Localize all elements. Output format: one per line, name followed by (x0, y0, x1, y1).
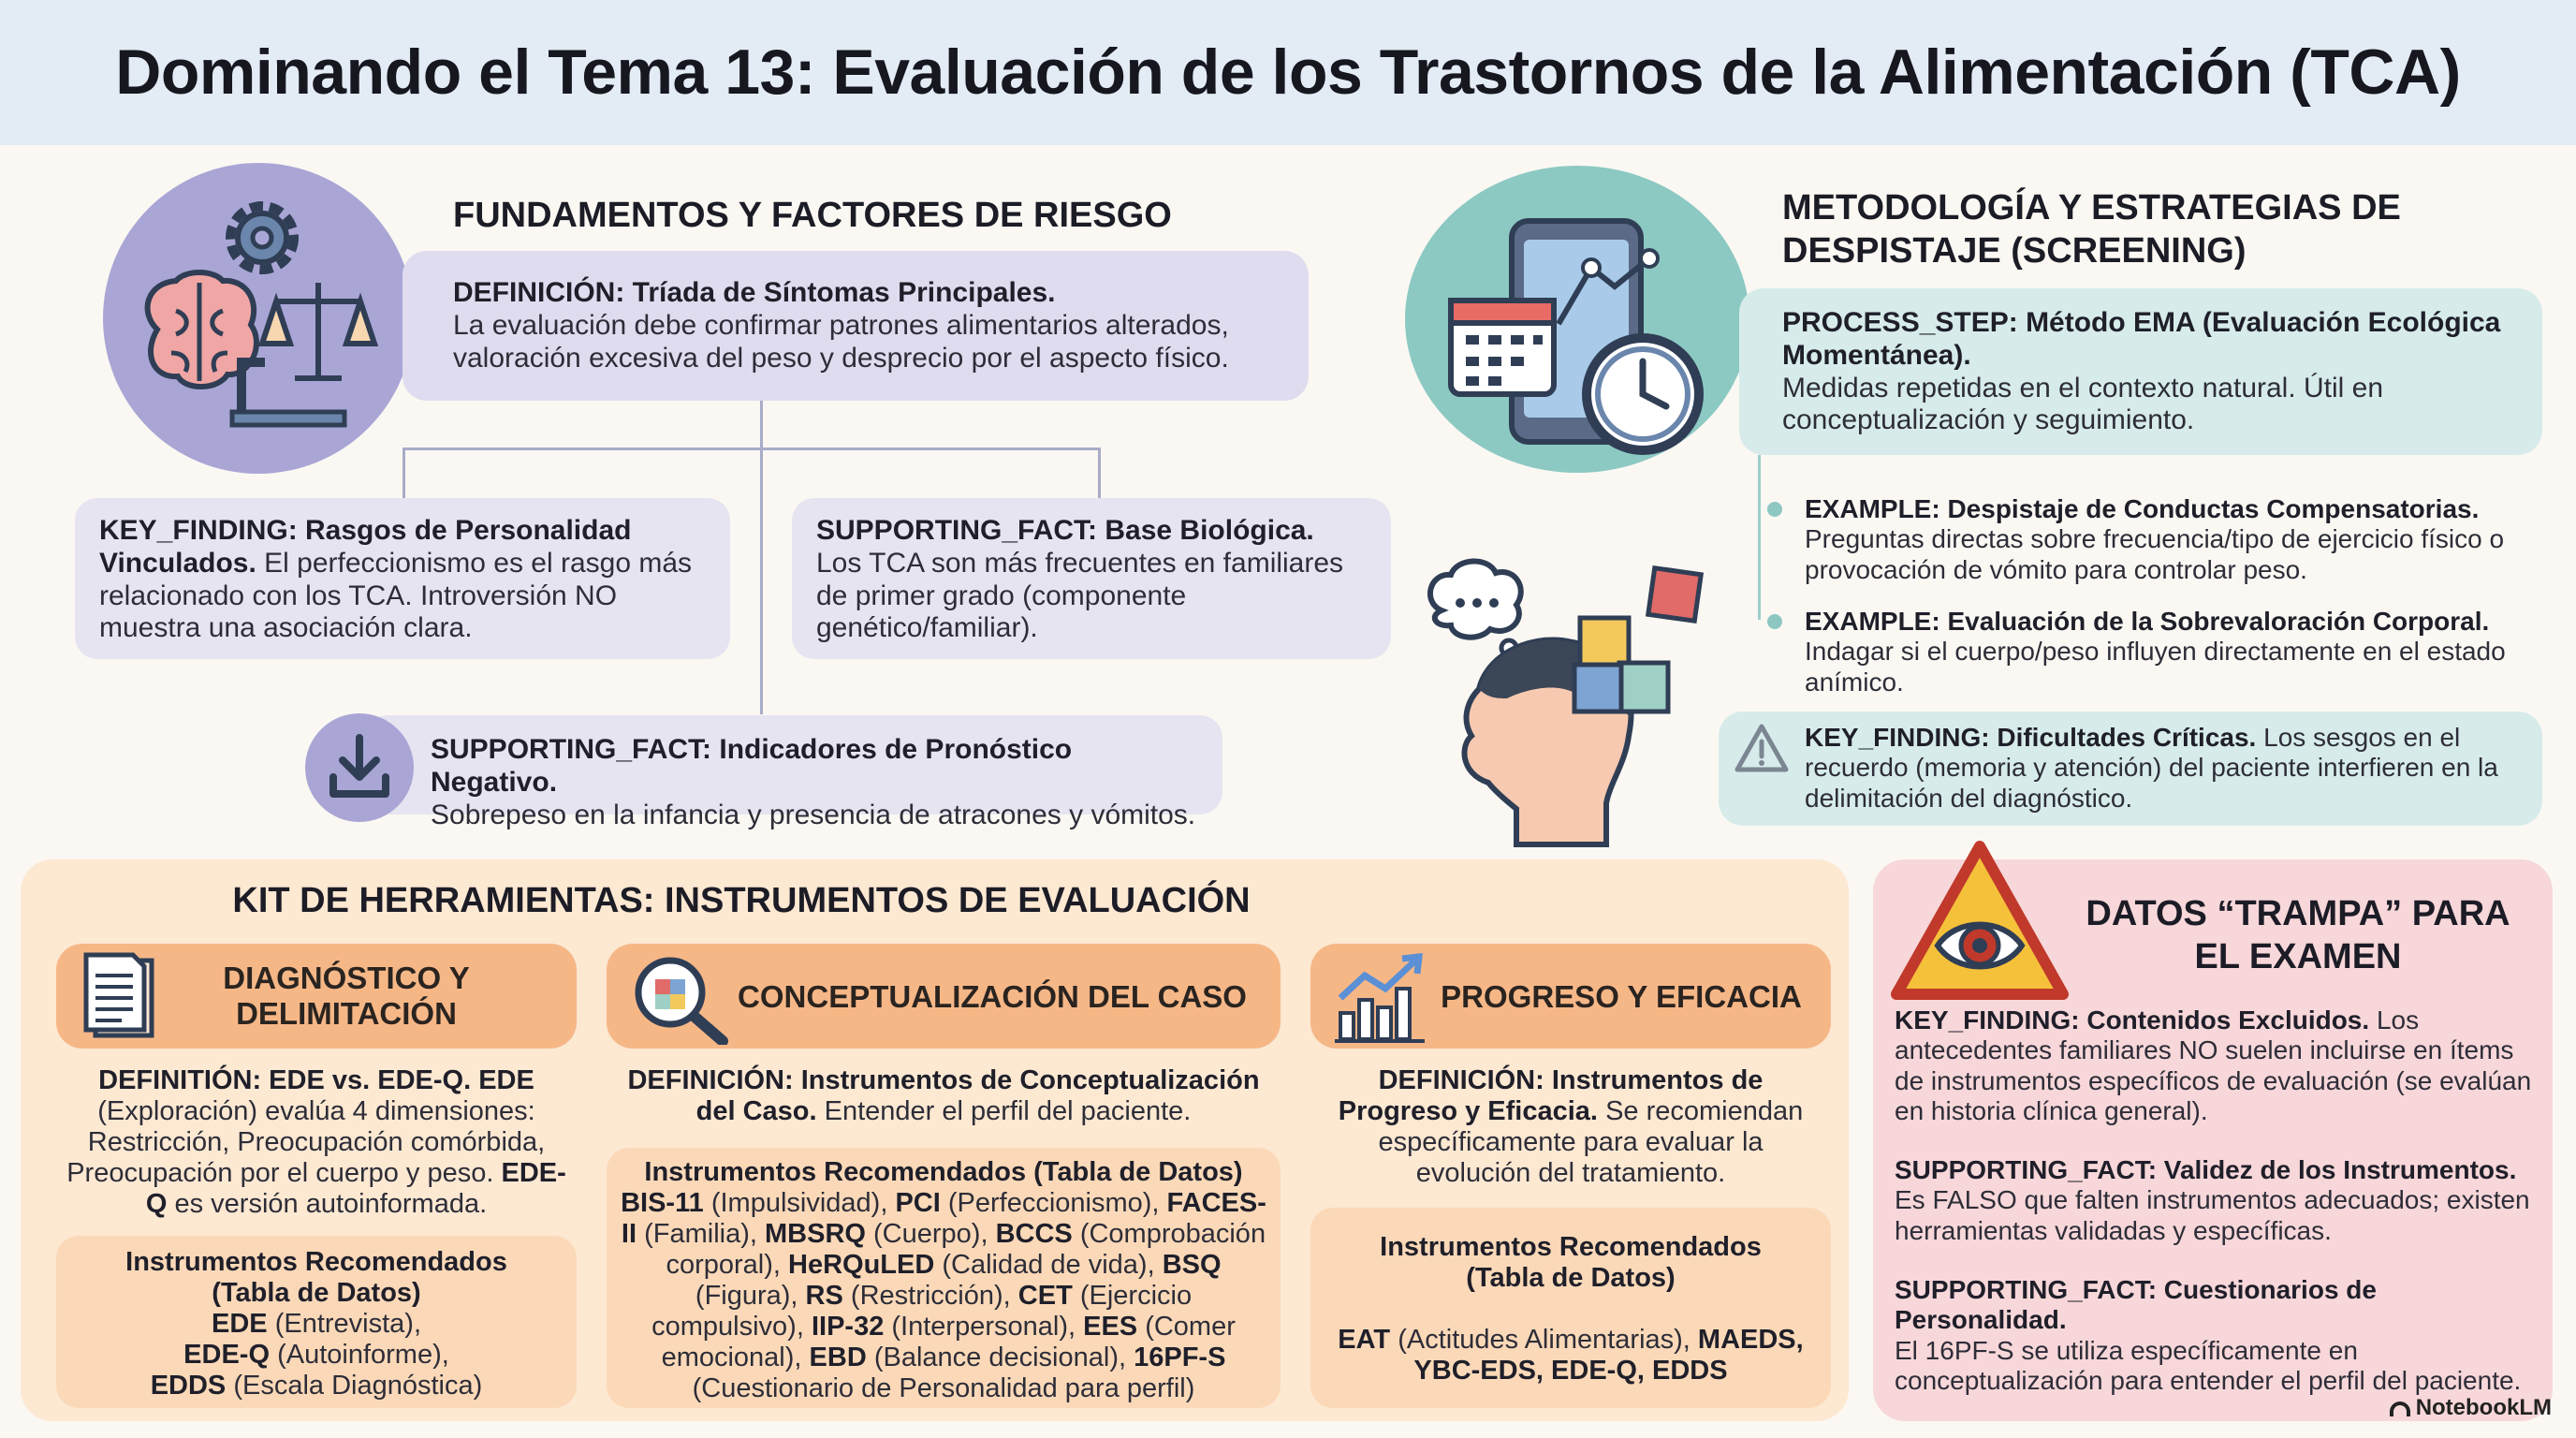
col3-title: PROGRESO Y EFICACIA (1441, 979, 1802, 1014)
kit-heading: KIT DE HERRAMIENTAS: INSTRUMENTOS DE EVALUACIÓN (232, 881, 1251, 920)
phone-calendar-clock-icon (1404, 165, 1750, 474)
example2-label: EXAMPLE: Evaluación de la Sobrevaloración Corporal. (1805, 607, 2490, 636)
ema-box (1739, 288, 2542, 455)
notebooklm-brand: NotebookLM (2390, 1395, 2552, 1421)
head-puzzle-icon (1423, 558, 1707, 848)
personalidad-box (75, 498, 730, 659)
col1-definition: DEFINITIÓN: EDE vs. EDE-Q. EDE (Exploración) evalúa 4 dimensiones: Restricción, Preocupación comórbida, Preocupación por el cuerpo y peso. EDE-Q es versión autoinformada. (66, 1065, 566, 1220)
connector-right-drop (1098, 448, 1101, 498)
biologica-label: SUPPORTING_FACT: Base Biológica. (816, 515, 1314, 546)
pronostico-box (365, 715, 1222, 830)
pronostico-text: Sobrepeso en la infancia y presencia de atracones y vómitos. (431, 799, 1196, 830)
example2-bullet (1767, 614, 1782, 629)
example1-text: Preguntas directas sobre frecuencia/tipo de ejercicio físico o provocación de vómito para controlar peso. (1805, 524, 2505, 584)
example2 (1805, 607, 2535, 697)
dificultades-box (1719, 712, 2542, 826)
bar-chart-icon (1333, 951, 1427, 1045)
example2-text: Indagar si el cuerpo/peso influyen directamente en el estado anímico. (1805, 637, 2506, 697)
brain-balance-icon (101, 161, 416, 476)
dificultades-label: KEY_FINDING: Dificultades Críticas. (1805, 723, 2257, 752)
metodologia-heading (1782, 187, 2401, 272)
ema-text: Medidas repetidas en el contexto natural. Útil en conceptualización y seguimiento. (1782, 372, 2384, 436)
trap-item-2: SUPPORTING_FACT: Validez de los Instrumentos. Es FALSO que falten instrumentos adecuados; existen herramientas validadas y específicas. (1895, 1155, 2530, 1245)
col1-title: DIAGNÓSTICO Y DELIMITACIÓN (223, 961, 470, 1031)
col1-instruments: Instrumentos Recomendados (Tabla de Datos) EDE (Entrevista), EDE-Q (Autoinforme), EDDS (Escala Diagnóstica) (125, 1247, 507, 1401)
eye-warning-icon (1891, 841, 2069, 1002)
trap-heading: DATOS “TRAMPA” PARA EL EXAMEN (2086, 894, 2510, 976)
personalidad-label: KEY_FINDING: Rasgos de Personalidad Vinculados. (99, 515, 632, 579)
trap-item-1: KEY_FINDING: Contenidos Excluidos. Los antecedentes familiares NO suelen incluirse en ítems de instrumentos específicos de evaluación (se evalúan en historia clínica general). (1895, 1005, 2532, 1126)
fundamentos-heading: FUNDAMENTOS Y FACTORES DE RIESGO (453, 196, 1172, 235)
col2-title: CONCEPTUALIZACIÓN DEL CASO (738, 979, 1247, 1014)
personalidad-text: El perfeccionismo es el rasgo más relacionado con los TCA. Introversión NO muestra una asociación clara. (99, 547, 693, 644)
biologica-text: Los TCA son más frecuentes en familiares de primer grado (componente genético/familiar). (816, 547, 1344, 644)
pronostico-label: SUPPORTING_FACT: Indicadores de Pronóstico Negativo. (431, 734, 1073, 798)
metodologia-heading-line2: DESPISTAJE (SCREENING) (1782, 230, 2247, 271)
example1-label: EXAMPLE: Despistaje de Conductas Compensatorias. (1805, 494, 2480, 523)
definition-text: La evaluación debe confirmar patrones alimentarios alterados, valoración excesiva del peso y desprecio por el aspecto físico. (453, 309, 1229, 374)
col3-instruments: Instrumentos Recomendados (Tabla de Datos) EAT (Actitudes Alimentarias), MAEDS, YBC-EDS, EDE-Q, EDDS (1338, 1232, 1804, 1387)
col2-instruments: Instrumentos Recomendados (Tabla de Datos) BIS-11 (Impulsividad), PCI (Perfeccionismo), FACES-II (Familia), MBSRQ (Cuerpo), BCCS (Comprobación corporal), HeRQuLED (Calidad de vida), BSQ (Figura), RS (Restricción), CET (Ejercicio compulsivo), IIP-32 (Interpersonal), EES (Comer emocional), EBD (Balance decisional), 16PF-S (Cuestionario de Personalidad para perfil) (621, 1157, 1266, 1404)
col2-definition: DEFINICIÓN: Instrumentos de Conceptualización del Caso. Entender el perfil del paciente. (627, 1065, 1260, 1127)
dificultades-text: Los sesgos en el recuerdo (memoria y atención) del paciente interfieren en la delimitación del diagnóstico. (1805, 723, 2498, 813)
example1 (1805, 494, 2535, 585)
definition-box (402, 251, 1309, 401)
col3-definition: DEFINICIÓN: Instrumentos de Progreso y Eficacia. Se recomiendan específicamente para evaluar la evolución del tratamiento. (1338, 1065, 1804, 1189)
definition-label: DEFINICIÓN: Tríada de Síntomas Principales. (453, 277, 1056, 308)
example1-bullet (1767, 502, 1782, 517)
warning-icon (1734, 723, 1790, 773)
notebooklm-logo-icon (2390, 1401, 2410, 1416)
connector-horizontal (402, 448, 1101, 450)
biologica-box (792, 498, 1391, 659)
puzzle-magnifier-icon (629, 951, 732, 1045)
document-icon (79, 951, 163, 1041)
trap-item-3: SUPPORTING_FACT: Cuestionarios de Personalidad. El 16PF-S se utiliza específicamente en conceptualización para entender el perfil del paciente. (1895, 1275, 2522, 1396)
ema-label: PROCESS_STEP: Método EMA (Evaluación Ecológica Momentánea). (1782, 307, 2501, 371)
page-title: Dominando el Tema 13: Evaluación de los Trastornos de la Alimentación (TCA) (115, 37, 2461, 108)
examples-connector (1758, 455, 1761, 620)
download-icon (303, 712, 416, 824)
connector-left-drop (402, 448, 405, 498)
metodologia-heading-line1: METODOLOGÍA Y ESTRATEGIAS DE (1782, 188, 2401, 227)
